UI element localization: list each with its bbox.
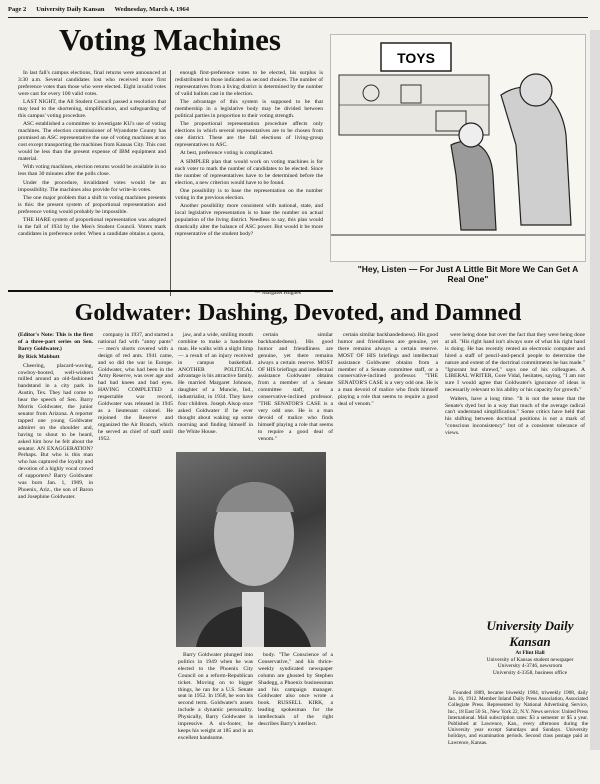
goldwater-byline: By Rick Mabbutt [18,354,60,361]
header-rule [8,17,588,18]
goldwater-para: were being done but over the fact that they were being done at all. "His right hand isn't always sure of what his right hand is doing. He has recently rented an electronic computer and hired a staff of pencil-and-pencil people to determine the nature and extent of the doctrinal commitments he has made." "Ignorant but shrewd," says one of his colleagues. A LIBERAL WRITER, Gore Vidal, hesitates, saying, "I am not sure I would agree that Goldwater's ignorance of ideas is necessarily relevant to his ability or his capacity for growth." [445,332,585,394]
masthead-title: University Daily Kansan [486,618,574,649]
voting-para: The one major problem that a shift to voting machines presents is this: the present system of proportional representation and preference voting would probably be impossible. [18,194,166,215]
voting-para: LAST NIGHT, the All Student Council passed a resolution that may lead to the shortening, simplification, and safeguarding of this campus' voting procedure. [18,99,166,119]
voting-para: Under the procedure, invalidated votes would be an impossibility. The machines also provide for write-in votes. [18,179,166,193]
voting-byline: — Margaret Hughes [255,290,301,296]
portrait-drawing [176,452,326,647]
toys-sign-label: TOYS [397,50,435,66]
voting-para: The advantage of this system is supposed to be that membership in a legislative body may be divided between political parties in proportion to their voting strength. [175,99,323,119]
editorial-cartoon [330,34,586,262]
goldwater-col-4 [258,332,333,447]
goldwater-para: Cheering, placard-waving, cowboy-booted, well-wishers milled around an old-fashioned bandstand in a city park in Austin, Tex. They had come to hear the speech of Sen. Barry Morris Goldwater, the junior senator from Arizona. A reporter tapped one young Goldwater admirer on the shoulder and, having to shout to be heard, asked him how he felt about the senator. AN EXAGGERATION? Perhaps. But who is this man who has captured the loyalty and devotion of a highly vocal crowd of supporters? Barry Goldwater was born Jan. 1, 1909, in Phoenix, Ariz., the son of Baron and Josephine Goldwater. [18,362,93,500]
goldwater-col-3 [178,332,253,447]
masthead-para: Founded 1889, became biweekly 1904, triweekly 1908, daily Jan. 16, 1912. Member Inland Daily Press Association, Associated Collegiate Press. Represented by National Advertising Service, Inc., 18 East 50 St., New York 22, N.Y. News service: United Press International. Mail subscription rates: $3 a semester or $5 a year. Published at Lawrence, Kan., every afternoon during the University year except Saturdays and Sundays. University holidays, and examination periods. Second class postage paid at Lawrence, Kansas. [448,690,588,746]
goldwater-col-2 [98,332,173,772]
masthead-text [448,690,588,778]
voting-para: In last fall's campus elections, final returns were announced at 3:30 a.m. Several candidates lost who received more first preference votes than those who were elected. Eight invalid votes were cast for every 100 valid votes. [18,70,166,97]
voting-para: THE HARE system of proportional representation was adopted in the fall of 1934 by the Men's Student Council. Voters mark candidates in preference order. When a candidate obtains a quota, [18,217,166,237]
voting-col-1 [18,70,166,296]
voting-para: One possibility is to base the representation on the number voting in the previous election. [175,188,323,201]
cartoon-caption: "Hey, Listen — For Just A Little Bit More We Can Get A Real One" [357,264,579,284]
goldwater-para: company in 1937, and started a national fad with "antsy pants" — men's shorts covered with a design of red ants. 1941 came, and so did the war in Europe. Goldwater, who had been in the Army Reserve, was over age and had bad knees and bad eyes. HAVING COMPLETED a respectable war record, Goldwater was released in 1945 as a lieutenant colonel. He rejoined the Reserve and organized the Air Branch, which he served as chief of staff until 1952. [98,332,173,442]
voting-para: At best, preference voting is complicated. [180,150,274,157]
cartoon-drawing [331,35,585,261]
column-divider [170,70,171,296]
voting-para: With voting machines, election returns would be available in no less than 30 minutes after the polls close. [18,164,166,178]
goldwater-para: jaw, and a wide, smiling mouth combine to make a handsome man. He walks with a slight limp — a result of an injury received in campus basketball. ANOTHER POLITICAL advantage is his attractive family. He married Margaret Johnson, daughter of a Muncie, Ind., industrialist, in 1934. They have four children. Joseph Alsop once asked Goldwater if he ever thought about waking up some morning and finding himself in the White House. [178,332,253,435]
goldwater-col-7 [258,652,333,777]
voting-col-2 [175,70,323,288]
goldwater-headline: Goldwater: Dashing, Devoted, and Damned [74,300,522,326]
editor-note: (Editor's Note: This is the first of a three-part series on Sen. Barry Goldwater.) [18,332,93,352]
goldwater-para: certain similar backhandedness). His good humor and friendliness are genuine, yet there remains always a certain reserve. MOST OF HIS briefings and intellectual assistance Goldwater obtains from a member of a Senate committee staff, or a conservative-inclined professor. "THE SENATOR'S CASE is a very odd one. He is a man devoid of malice who finds himself playing a role that seems to require a good deal of venom." [338,332,438,408]
goldwater-col-1 [18,332,93,772]
portrait-shirt [242,592,264,647]
goldwater-para: body. "The Conscience of a Conservative," and his thrice-weekly syndicated newspaper column are ghosted by Stephen Shadegg, a Phoenix businessman and his campaign manager. Goldwater also once wrote a book. RUSSELL KIRK, a leading spokesman for the intellectuals of the right describes Barry's intellect. [258,652,333,728]
figure-small-head [459,123,483,147]
masthead-phone: University 4-3746, newsroom [497,663,563,670]
voting-para: enough first-preference votes to be elected, his surplus is redistributed to those indicated as second choices. The number of representatives from a living district is determined by the number of valid ballots cast in the election. [175,70,323,97]
voting-para: The proportional representation procedure affects only elections in which several representatives are to be chosen from one district. These are the fall elections of living-group representatives to ASC. [175,121,323,149]
goldwater-para: Walters, have a long time. "It is not the sense that the Senate's dyed but in a way that much of the average radical can't understand simplification." Some critics have held that his shifting between doctrinal positions is not a mark of "conscious inconsistency" but of a consistent tolerance of views. [445,395,585,437]
goldwater-col-5 [445,332,585,612]
figure-small [451,141,496,230]
masthead-phone-2: University 4-3358, business office [492,669,568,676]
masthead-subtitle: University of Kansas student newspaper [486,656,574,663]
masthead-location: At Flint Hall [515,650,545,656]
goldwater-col-8 [338,332,438,772]
adjacent-page-edge [590,30,600,750]
issue-date: Wednesday, March 4, 1964 [114,6,189,13]
paper-name: University Daily Kansan [36,6,105,13]
figure-large-head [520,74,552,106]
section-rule [8,290,333,292]
figure-large [501,87,571,225]
voting-para: Another possibility more consistent with national, state, and local legislative representation is to base the number on actual population of the living district. Needless to say, this plan would drastically alter the balance of ASC power. But would it be more representative of the student body? [175,203,323,237]
goldwater-photo [176,452,326,647]
masthead [470,618,590,676]
voting-para: A SIMPLER plan that would work on voting machines is for each voter to mark the number of candidates to be elected. Since the number of representatives have to be determined before the election, a new criterion would have to be found. [175,158,323,186]
portrait-hair [216,482,294,512]
voting-para: ASC established a committee to investigate KU's use of voting machines. The election commissioner of Wyandotte County has promised an ASC representative the use of voting machines at no cost except transporting the machines from Kansas City. This cost would be less than the present expense of IBM equipment and material. [18,121,166,162]
goldwater-col-6 [178,652,253,777]
goldwater-para: certain similar backhandedness). His good humor and friendliness are genuine, yet there remains always a certain reserve. MOST OF HIS briefings and intellectual assistance Goldwater obtains from a member of a Senate committee staff, or a conservative-inclined professor. "THE SENATOR'S CASE is a very odd one. He is a man devoid of malice who finds himself playing a role that seems to require a good deal of venom." [258,332,333,442]
page-number: Page 2 [8,6,27,13]
goldwater-para: Barry Goldwater plunged into politics in 1949 when he was elected to the Phoenix City Council on a reform-Republican ticket. Moving on to bigger things, he ran for a U.S. Senate seat in 1952. In 1958, he won his second term. Goldwater's assets include a dynamic personality. Physically, Barry Goldwater is impressive. A six-footer, he keeps his weight at 185 and is an excellent handsome. [178,652,253,741]
voting-headline: Voting Machines [59,22,281,57]
